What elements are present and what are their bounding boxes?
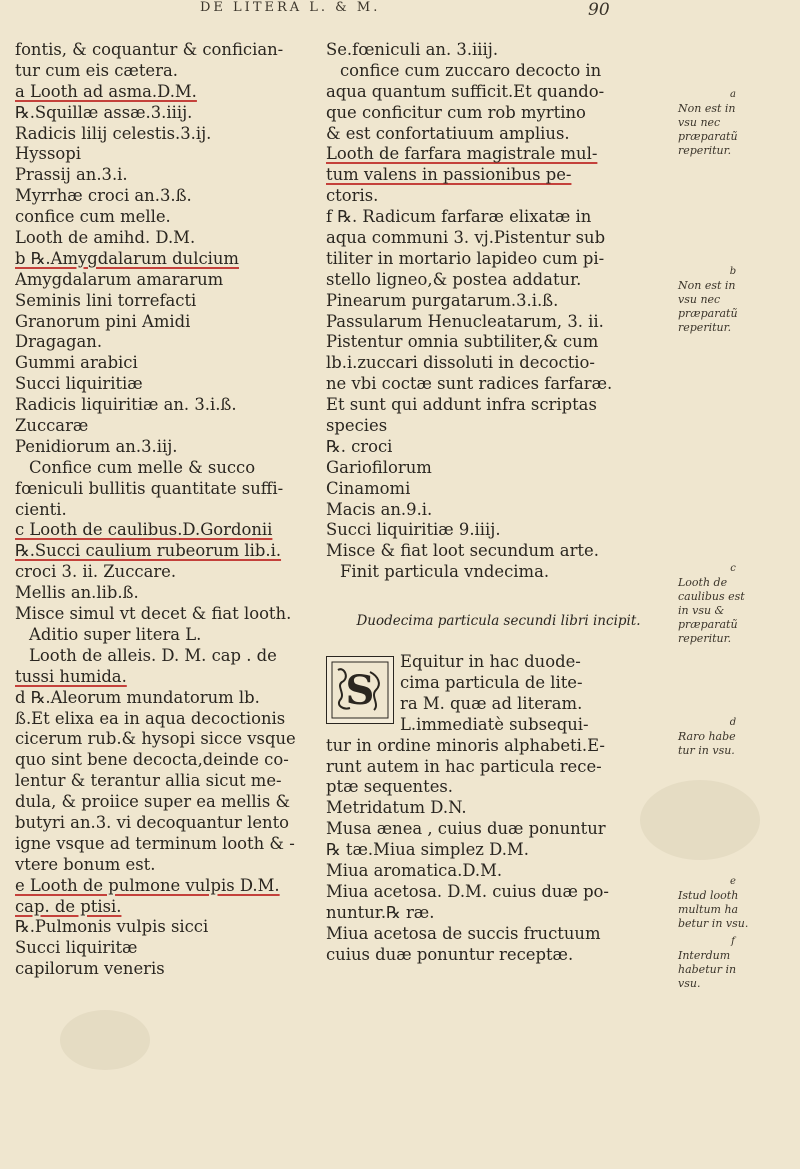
text-line: Metridatum D.N. bbox=[326, 798, 467, 818]
text-line: cienti. bbox=[15, 499, 67, 519]
text-line: Misce simul vt decet & fiat looth. bbox=[15, 604, 292, 624]
right-column-top bbox=[326, 40, 671, 583]
paper-stain bbox=[60, 1010, 150, 1070]
text-line: Granorum pini Amidi bbox=[15, 311, 191, 331]
text-line: ne vbi coctæ sunt radices farfaræ. bbox=[326, 374, 613, 394]
text-line: tum valens in passionibus pe- bbox=[326, 165, 572, 185]
margin-note-text: Istud looth multum ha betur in vsu. bbox=[678, 889, 749, 930]
margin-note-text: Looth de caulibus est in vsu & præparatũ reperitur. bbox=[678, 576, 745, 645]
text-line: fontis, & coquantur & confician- bbox=[15, 40, 284, 59]
text-line: capilorum veneris bbox=[15, 959, 165, 979]
text-line: stello ligneo,& postea addatur. bbox=[326, 269, 582, 289]
text-line: ℞ tæ.Miua simplez D.M. bbox=[326, 840, 529, 860]
text-line: aqua communi 3. vj.Pistentur sub bbox=[326, 228, 606, 248]
text-line: butyri an.3. vi decoquantur lento bbox=[15, 812, 290, 832]
text-line: & est confortatiuum amplius. bbox=[326, 123, 570, 143]
text-line: f ℞. Radicum farfaræ elixatæ in bbox=[326, 207, 592, 227]
text-line: quo sint bene decocta,deinde co- bbox=[15, 750, 289, 770]
text-line: Amygdalarum amararum bbox=[15, 269, 224, 289]
text-line: Succi liquiritiæ 9.iiij. bbox=[326, 520, 501, 540]
margin-note bbox=[678, 265, 788, 335]
text-line: cima particula de lite- bbox=[400, 672, 583, 692]
margin-note bbox=[678, 562, 788, 646]
margin-note bbox=[678, 935, 788, 991]
text-line: Radicis lilij celestis.3.ij. bbox=[15, 123, 212, 143]
margin-note-marker: d bbox=[729, 717, 737, 728]
margin-note-marker: e bbox=[730, 876, 736, 887]
text-line: Myrrhæ croci an.3.ß. bbox=[15, 186, 192, 206]
text-line: Penidiorum an.3.iij. bbox=[15, 436, 178, 456]
text-line: Passularum Henucleatarum, 3. ii. bbox=[326, 311, 604, 331]
text-line: tur in ordine minoris alphabeti.E- bbox=[326, 735, 605, 755]
ornamental-initial bbox=[326, 656, 394, 724]
margin-note-marker: c bbox=[730, 563, 736, 574]
text-line: tussi humida. bbox=[15, 666, 127, 686]
text-line: Confice cum melle & succo bbox=[29, 457, 256, 477]
left-column bbox=[15, 40, 323, 980]
text-line: ptæ sequentes. bbox=[326, 777, 454, 797]
text-line: que conficitur cum rob myrtino bbox=[326, 102, 586, 122]
text-line: Prassij an.3.i. bbox=[15, 165, 128, 185]
text-line: Succi liquiritiæ bbox=[15, 374, 143, 394]
text-line: Macis an.9.i. bbox=[326, 499, 433, 519]
text-line: Miua acetosa de succis fructuum bbox=[326, 923, 601, 943]
text-line: ℞.Succi caulium rubeorum lib.i. bbox=[15, 541, 282, 561]
text-line: Miua aromatica.D.M. bbox=[326, 860, 503, 880]
text-line: Cinamomi bbox=[326, 478, 411, 498]
text-line: fœniculi bullitis quantitate suffi- bbox=[15, 478, 284, 498]
text-line: c Looth de caulibus.D.Gordonii bbox=[15, 520, 273, 540]
ornamental-initial-icon bbox=[330, 660, 390, 720]
text-line: Miua acetosa. D.M. cuius duæ po- bbox=[326, 881, 609, 901]
text-line: Succi liquiritæ bbox=[15, 938, 138, 958]
text-line: lb.i.zuccari dissoluti in decoctio- bbox=[326, 353, 595, 373]
text-line: Looth de alleis. D. M. cap . de bbox=[29, 645, 277, 665]
text-line: Dragagan. bbox=[15, 332, 103, 352]
text-line: ℞.Squillæ assæ.3.iiij. bbox=[15, 102, 193, 122]
text-line: Misce & fiat loot secundum arte. bbox=[326, 541, 599, 561]
margin-note-text: Interdum habetur in vsu. bbox=[678, 949, 737, 990]
text-line: L.immediatè subsequi- bbox=[400, 714, 589, 734]
running-head: DE LITERA L. & M. bbox=[200, 0, 381, 15]
text-line: Aditio super litera L. bbox=[29, 624, 202, 644]
text-line: cuius duæ ponuntur receptæ. bbox=[326, 944, 574, 964]
text-line: e Looth de pulmone vulpis D.M. bbox=[15, 875, 280, 895]
section-body bbox=[326, 652, 671, 965]
text-line: Mellis an.lib.ß. bbox=[15, 583, 139, 603]
text-line: Looth de farfara magistrale mul- bbox=[326, 144, 598, 164]
text-line: Equitur in hac duode- bbox=[400, 652, 581, 672]
margin-note bbox=[678, 88, 788, 158]
text-line: ctoris. bbox=[326, 186, 379, 206]
text-line: tiliter in mortario lapideo cum pi- bbox=[326, 248, 605, 268]
text-line: cap. de ptisi. bbox=[15, 896, 122, 916]
text-line: Pistentur omnia subtiliter,& cum bbox=[326, 332, 599, 352]
section-heading: Duodecima particula secundi libri incipit. bbox=[356, 613, 641, 630]
margin-note-text: Non est in vsu nec præparatũ reperitur. bbox=[678, 102, 738, 157]
margin-note-marker: b bbox=[729, 266, 737, 277]
text-line: a Looth ad asma.D.M. bbox=[15, 81, 197, 101]
text-line: runt autem in hac particula rece- bbox=[326, 756, 602, 776]
text-line: b ℞.Amygdalarum dulcium bbox=[15, 248, 239, 268]
text-line: cicerum rub.& hysopi sicce vsque bbox=[15, 729, 296, 749]
text-line: Se.fœniculi an. 3.iiij. bbox=[326, 40, 499, 59]
text-line: Hyssopi bbox=[15, 144, 81, 164]
right-column bbox=[326, 40, 671, 965]
text-line: d ℞.Aleorum mundatorum lb. bbox=[15, 687, 260, 707]
margin-note bbox=[678, 716, 788, 758]
text-line: aqua quantum sufficit.Et quando- bbox=[326, 81, 605, 101]
text-line: Looth de amihd. D.M. bbox=[15, 228, 196, 248]
right-column-bottom bbox=[326, 736, 671, 966]
text-line: lentur & terantur allia sicut me- bbox=[15, 771, 282, 791]
text-line: Pinearum purgatarum.3.i.ß. bbox=[326, 290, 559, 310]
text-line: Radicis liquiritiæ an. 3.i.ß. bbox=[15, 395, 237, 415]
text-line: ß.Et elixa ea in aqua decoctionis bbox=[15, 708, 286, 728]
margin-note-marker: a bbox=[730, 89, 736, 100]
text-line: Zuccaræ bbox=[15, 416, 89, 436]
text-line: vtere bonum est. bbox=[15, 854, 156, 874]
text-line: Et sunt qui addunt infra scriptas bbox=[326, 395, 597, 415]
text-line: ℞.Pulmonis vulpis sicci bbox=[15, 917, 209, 937]
text-line: igne vsque ad terminum looth & - bbox=[15, 833, 295, 853]
text-line: tur cum eis cætera. bbox=[15, 60, 178, 80]
margin-note bbox=[678, 875, 788, 931]
margin-note-text: Raro habe tur in vsu. bbox=[678, 730, 736, 757]
margin-note-text: Non est in vsu nec præparatũ reperitur. bbox=[678, 279, 738, 334]
text-line: Gummi arabici bbox=[15, 353, 138, 373]
text-line: Seminis lini torrefacti bbox=[15, 290, 197, 310]
text-line: dula, & proiice super ea mellis & bbox=[15, 792, 291, 812]
text-line: Gariofilorum bbox=[326, 457, 432, 477]
text-line: Finit particula vndecima. bbox=[340, 562, 550, 582]
text-line: nuntur.℞ ræ. bbox=[326, 902, 435, 922]
text-line: ℞. croci bbox=[326, 436, 393, 456]
margin-note-marker: f bbox=[731, 936, 735, 947]
page-number: 90 bbox=[588, 0, 610, 20]
text-line: Musa ænea , cuius duæ ponuntur bbox=[326, 819, 606, 839]
text-line: ra M. quæ ad literam. bbox=[400, 693, 583, 713]
svg-text:S: S bbox=[345, 667, 375, 715]
text-line: croci 3. ii. Zuccare. bbox=[15, 562, 177, 582]
text-line: species bbox=[326, 416, 388, 436]
text-line: confice cum zuccaro decocto in bbox=[340, 60, 602, 80]
text-line: confice cum melle. bbox=[15, 207, 171, 227]
